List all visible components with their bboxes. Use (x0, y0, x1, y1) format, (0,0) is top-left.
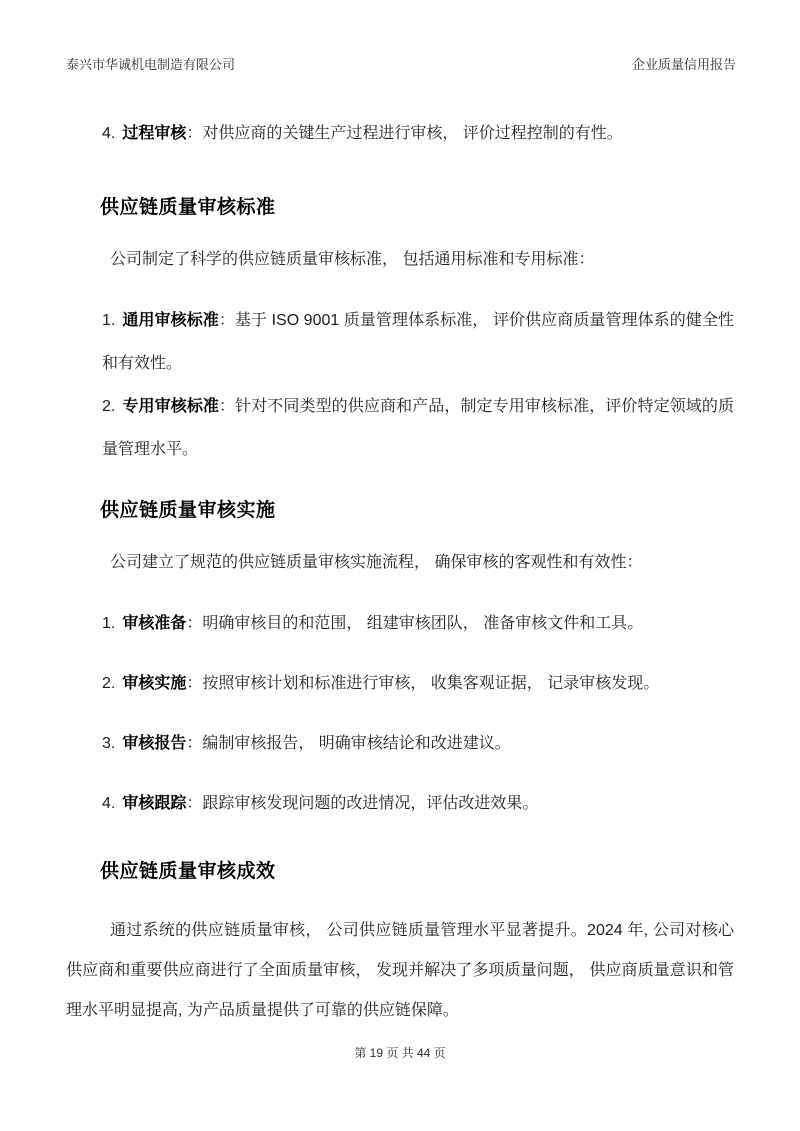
numbered-list-implementation (66, 602, 734, 825)
list-item-general-standard (66, 299, 734, 385)
item-text: ：跟踪审核发现问题的改进情况，评估改进效果。 (186, 795, 539, 812)
header-report-title: 企业质量信用报告 (631, 57, 736, 72)
page-header (0, 0, 800, 73)
section-intro-text: 公司建立了规范的供应链质量审核实施流程， 确保审核的客观性和有效性： (110, 554, 643, 571)
list-item-audit-execution (66, 662, 734, 705)
item-number: 1. (102, 312, 116, 329)
list-item-special-standard (66, 385, 734, 471)
item-text: ：编制审核报告， 明确审核结论和改进建议。 (186, 735, 511, 752)
item-number: 4. (102, 795, 116, 812)
section-audit-implementation (66, 499, 734, 825)
section-intro-text: 公司制定了科学的供应链质量审核标准， 包括通用标准和专用标准： (110, 251, 595, 268)
page-footer (0, 1046, 800, 1061)
item-number: 1. (102, 615, 116, 632)
item-label: 专用审核标准 (122, 398, 220, 415)
numbered-item-process-audit (66, 112, 734, 155)
section-audit-results (66, 860, 734, 1031)
document-body (0, 112, 800, 1031)
item-label: 审核实施 (122, 675, 187, 692)
section-heading-audit-implementation: 供应链质量审核实施 (100, 500, 276, 521)
section-heading-audit-results: 供应链质量审核成效 (100, 861, 276, 882)
section-heading-audit-standards: 供应链质量审核标准 (100, 197, 276, 218)
section-audit-standards (66, 196, 734, 471)
item-text: ：明确审核目的和范围， 组建审核团队， 准备审核文件和工具。 (186, 615, 644, 632)
page-number-text: 第 19 页 共 44 页 (354, 1046, 446, 1060)
list-item-audit-preparation (66, 602, 734, 645)
item-number: 3. (102, 735, 116, 752)
list-item-audit-follow-up (66, 782, 734, 825)
item-number: 4. (102, 125, 116, 142)
section-paragraph: 通过系统的供应链质量审核， 公司供应链质量管理水平显著提升。2024 年, 公司对核心供应商和重要供应商进行了全面质量审核， 发现并解决了多项质量问题， 供应商质量意识和管理水平明显提高, 为产品质量提供了可靠的供应链保障。 (66, 922, 734, 1019)
item-text: ：按照审核计划和标准进行审核， 收集客观证据， 记录审核发现。 (186, 675, 660, 692)
item-number: 2. (102, 675, 116, 692)
item-number: 2. (102, 398, 116, 415)
header-company-name: 泰兴市华诚机电制造有限公司 (66, 57, 236, 72)
item-label: 审核跟踪 (122, 795, 187, 812)
item-text: ：对供应商的关键生产过程进行审核， 评价过程控制的有性。 (186, 125, 623, 142)
item-label: 通用审核标准 (122, 312, 219, 329)
numbered-list-standards (66, 299, 734, 471)
item-text: ：针对不同类型的供应商和产品，制定专用审核标准，评价特定领域的质量管理水平。 (102, 398, 734, 458)
list-item-audit-report (66, 722, 734, 765)
item-label: 审核报告 (122, 735, 187, 752)
item-label: 审核准备 (122, 615, 187, 632)
item-label: 过程审核 (122, 125, 187, 142)
item-text: ：基于 ISO 9001 质量管理体系标准， 评价供应商质量管理体系的健全性和有效性。 (102, 312, 734, 372)
